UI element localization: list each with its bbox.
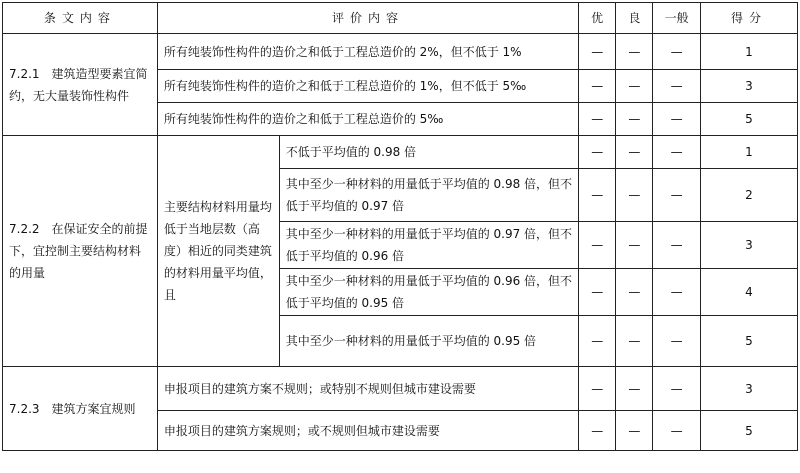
mark-good: — [616,367,653,411]
mark-average: — [653,34,700,70]
clause-7-2-2: 7.2.2 在保证安全的前提下，宜控制主要结构材料的用量 [3,136,158,367]
header-good: 良 [616,3,653,34]
mark-excellent: — [579,136,616,169]
mark-average: — [653,136,700,169]
mark-average: — [653,169,700,222]
score-value: 5 [700,411,797,451]
score-value: 5 [700,103,797,136]
score-value: 3 [700,70,797,103]
table-row [3,136,798,169]
score-value: 3 [700,222,797,269]
mark-excellent: — [579,34,616,70]
mark-excellent: — [579,70,616,103]
mark-average: — [653,103,700,136]
mark-good: — [616,269,653,316]
mark-good: — [616,222,653,269]
mark-average: — [653,411,700,451]
table-header-row [3,3,798,34]
mark-good: — [616,411,653,451]
criteria-text: 其中至少一种材料的用量低于平均值的 0.95 倍 [279,316,578,367]
mark-excellent: — [579,367,616,411]
mark-excellent: — [579,411,616,451]
criteria-text: 其中至少一种材料的用量低于平均值的 0.97 倍，但不低于平均值的 0.96 倍 [279,222,578,269]
score-value: 1 [700,136,797,169]
score-value: 4 [700,269,797,316]
header-average: 一般 [653,3,700,34]
criteria-text: 所有纯装饰性构件的造价之和低于工程总造价的 1%，但不低于 5‰ [157,70,578,103]
mark-good: — [616,136,653,169]
header-clause: 条文内容 [3,3,158,34]
score-value: 3 [700,367,797,411]
score-value: 1 [700,34,797,70]
clause-7-2-3: 7.2.3 建筑方案宜规则 [3,367,158,451]
mark-good: — [616,169,653,222]
mark-average: — [653,367,700,411]
mark-average: — [653,316,700,367]
criteria-text: 其中至少一种材料的用量低于平均值的 0.96 倍，但不低于平均值的 0.95 倍 [279,269,578,316]
table-row [3,367,798,411]
mark-excellent: — [579,316,616,367]
header-score: 得分 [700,3,797,34]
criteria-text: 申报项目的建筑方案规则；或不规则但城市建设需要 [157,411,578,451]
table-row [3,34,798,70]
mark-excellent: — [579,169,616,222]
mark-excellent: — [579,103,616,136]
mark-average: — [653,70,700,103]
mark-excellent: — [579,222,616,269]
mark-average: — [653,269,700,316]
mark-good: — [616,34,653,70]
criteria-text: 不低于平均值的 0.98 倍 [279,136,578,169]
criteria-text: 所有纯装饰性构件的造价之和低于工程总造价的 2%，但不低于 1% [157,34,578,70]
header-excellent: 优 [579,3,616,34]
criteria-text: 所有纯装饰性构件的造价之和低于工程总造价的 5‰ [157,103,578,136]
score-value: 5 [700,316,797,367]
evaluation-table [2,2,798,451]
header-criteria: 评价内容 [157,3,578,34]
mark-good: — [616,316,653,367]
criteria-text: 其中至少一种材料的用量低于平均值的 0.98 倍，但不低于平均值的 0.97 倍 [279,169,578,222]
criteria-text: 申报项目的建筑方案不规则；或特别不规则但城市建设需要 [157,367,578,411]
mark-good: — [616,70,653,103]
score-value: 2 [700,169,797,222]
criteria-condition: 主要结构材料用量均低于当地层数（高度）相近的同类建筑的材料用量平均值，且 [157,136,279,367]
mark-average: — [653,222,700,269]
clause-7-2-1: 7.2.1 建筑造型要素宜简约，无大量装饰性构件 [3,34,158,136]
mark-excellent: — [579,269,616,316]
mark-good: — [616,103,653,136]
